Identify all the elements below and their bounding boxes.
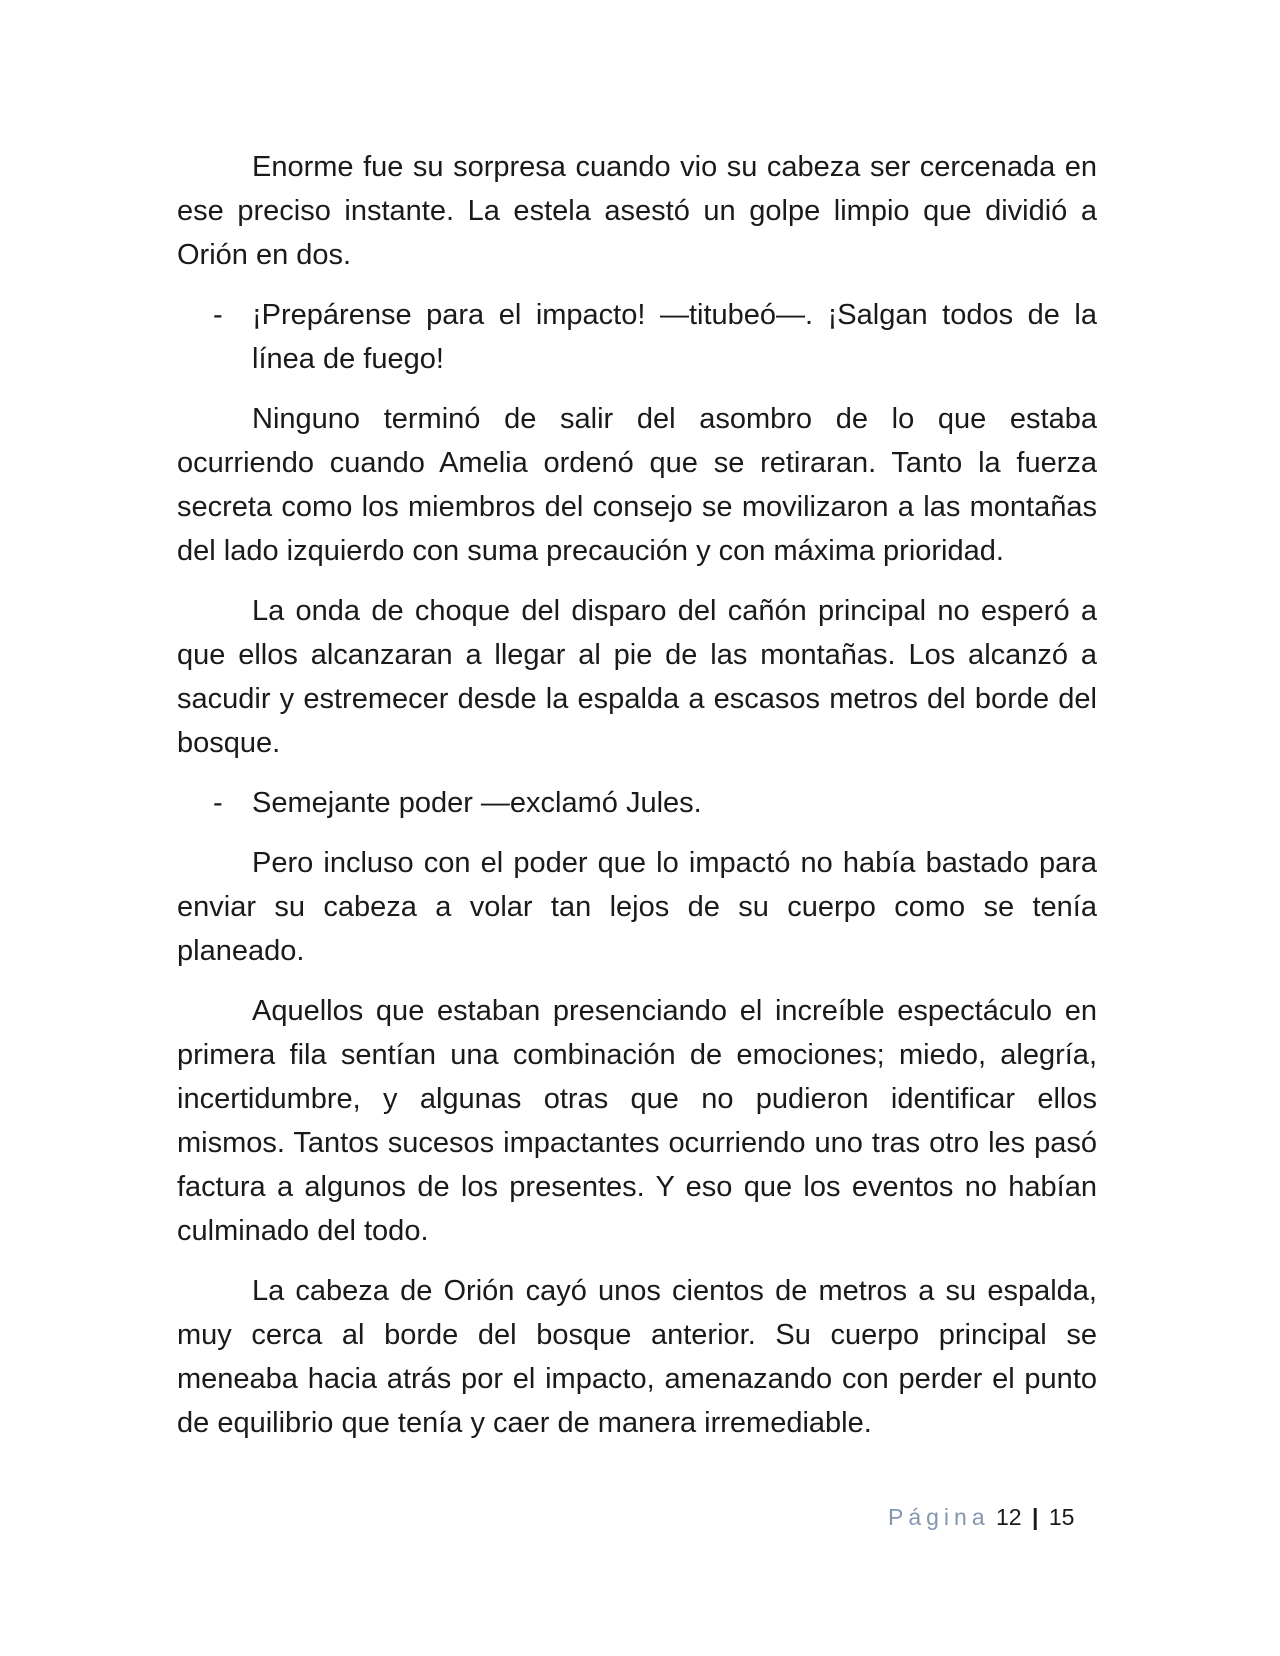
dialogue-dash: -: [213, 299, 223, 331]
document-body: [177, 145, 1097, 1461]
paragraph: La cabeza de Orión cayó unos cientos de metros a su espalda, muy cerca al borde del bosque anterior. Su cuerpo principal se meneaba hacia atrás por el impacto, amenazando con perder el punto de equilibrio que tenía y caer de manera irremediable.: [177, 1275, 1097, 1439]
dialogue-text: ¡Prepárense para el impacto! —titubeó—. ¡Salgan todos de la línea de fuego!: [252, 299, 1097, 375]
paragraph: Pero incluso con el poder que lo impactó no había bastado para enviar su cabeza a volar tan lejos de su cuerpo como se tenía planeado.: [177, 847, 1097, 967]
page-separator: |: [1032, 1504, 1039, 1530]
page-footer: [888, 1502, 1074, 1532]
dialogue-text: Semejante poder —exclamó Jules.: [252, 787, 702, 819]
page-label: Página: [888, 1504, 990, 1530]
paragraph: Ninguno terminó de salir del asombro de lo que estaba ocurriendo cuando Amelia ordenó que se retiraran. Tanto la fuerza secreta como los miembros del consejo se movilizaron a las montañas del lado izquierdo con suma precaución y con máxima prioridad.: [177, 403, 1097, 567]
paragraph: Enorme fue su sorpresa cuando vio su cabeza ser cercenada en ese preciso instante. La estela asestó un golpe limpio que dividió a Orión en dos.: [177, 151, 1097, 271]
current-page-number: 12: [996, 1504, 1022, 1530]
paragraph: Aquellos que estaban presenciando el increíble espectáculo en primera fila sentían una combinación de emociones; miedo, alegría, incertidumbre, y algunas otras que no pudieron identificar ellos mismos. Tantos sucesos impactantes ocurriendo uno tras otro les pasó factura a algunos de los presentes. Y eso que los eventos no habían culminado del todo.: [177, 995, 1097, 1247]
paragraph: La onda de choque del disparo del cañón principal no esperó a que ellos alcanzaran a llegar al pie de las montañas. Los alcanzó a sacudir y estremecer desde la espalda a escasos metros del borde del bosque.: [177, 595, 1097, 759]
dialogue-line: [177, 781, 1097, 825]
total-pages-number: 15: [1048, 1504, 1075, 1530]
dialogue-line: [177, 293, 1097, 381]
dialogue-dash: -: [213, 787, 223, 819]
